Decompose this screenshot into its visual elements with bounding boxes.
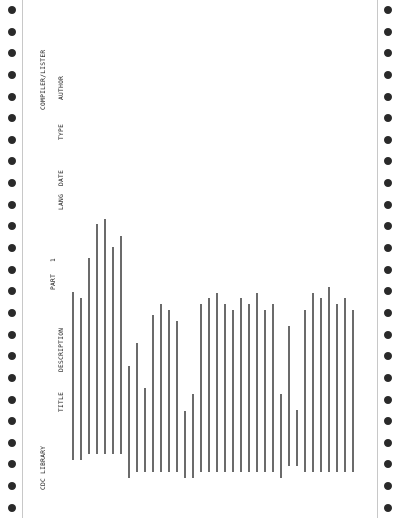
punch-hole-icon [384, 201, 392, 209]
perforation-line [377, 0, 378, 518]
listing-line-stroke [272, 304, 274, 472]
listing-line-stroke [144, 388, 146, 472]
listing-line [160, 30, 162, 490]
punch-hole-icon [8, 114, 16, 122]
listing-line [264, 30, 266, 490]
punch-hole-icon [8, 287, 16, 295]
listing-line-stroke [320, 298, 322, 472]
listing-line [304, 30, 306, 490]
listing-line-stroke [264, 310, 266, 472]
punch-hole-icon [8, 179, 16, 187]
listing-line [336, 30, 338, 490]
punch-hole-icon [8, 28, 16, 36]
punch-hole-icon [384, 439, 392, 447]
punch-hole-icon [8, 6, 16, 14]
listing-line-stroke [344, 298, 346, 472]
listing-line [200, 30, 202, 490]
col-author: AUTHOR [58, 75, 65, 100]
listing-line-stroke [80, 298, 82, 460]
punch-hole-icon [8, 49, 16, 57]
punch-hole-icon [8, 71, 16, 79]
listing-line [120, 30, 122, 490]
listing-line-stroke [304, 310, 306, 472]
punch-hole-icon [384, 114, 392, 122]
punch-hole-icon [8, 482, 16, 490]
punch-hole-icon [8, 396, 16, 404]
listing-line [256, 30, 258, 490]
punch-hole-icon [384, 374, 392, 382]
punch-hole-icon [384, 222, 392, 230]
listing-line [280, 30, 282, 490]
listing-line [288, 30, 290, 490]
listing-line [176, 30, 178, 490]
listing-line [216, 30, 218, 490]
listing-line [232, 30, 234, 490]
punch-hole-icon [384, 331, 392, 339]
listing-line-stroke [128, 366, 130, 478]
punch-hole-icon [384, 504, 392, 512]
listing-line-stroke [248, 304, 250, 472]
punch-hole-icon [384, 417, 392, 425]
listing-line [320, 30, 322, 490]
col-lang: LANG [58, 193, 65, 210]
punch-hole-icon [384, 157, 392, 165]
punch-hole-icon [8, 244, 16, 252]
listing-line [144, 30, 146, 490]
punch-hole-icon [8, 417, 16, 425]
listing-line-stroke [216, 293, 218, 472]
listing-line-stroke [152, 315, 154, 472]
listing-line-stroke [288, 326, 290, 466]
punch-hole-icon [8, 439, 16, 447]
col-description: DESCRIPTION [58, 327, 65, 372]
listing-line [344, 30, 346, 490]
listing-line-stroke [312, 293, 314, 472]
listing-line [248, 30, 250, 490]
listing-line [80, 30, 82, 490]
listing-line-stroke [208, 298, 210, 472]
listing-line [224, 30, 226, 490]
listing-line [96, 30, 98, 490]
listing-line [104, 30, 106, 490]
punch-hole-icon [384, 482, 392, 490]
punch-hole-icon [8, 266, 16, 274]
listing-line-stroke [240, 298, 242, 472]
punch-hole-icon [384, 71, 392, 79]
punch-hole-icon [384, 179, 392, 187]
listing-line [168, 30, 170, 490]
punch-hole-icon [8, 504, 16, 512]
listing-line-stroke [168, 310, 170, 472]
right-tag: COMPILER/LISTER [40, 49, 47, 110]
listing-line-stroke [256, 293, 258, 472]
listing-line-stroke [104, 219, 106, 454]
punch-hole-icon [8, 93, 16, 101]
punch-hole-icon [8, 157, 16, 165]
listing-line-stroke [232, 310, 234, 472]
punch-hole-icon [384, 244, 392, 252]
punch-hole-icon [384, 49, 392, 57]
punch-hole-icon [8, 352, 16, 360]
listing-line [240, 30, 242, 490]
punch-hole-icon [384, 396, 392, 404]
part-label: PART [50, 273, 57, 290]
listing-line-stroke [224, 304, 226, 472]
listing-line [184, 30, 186, 490]
listing-line [128, 30, 130, 490]
listing-line [208, 30, 210, 490]
listing-line [112, 30, 114, 490]
punch-hole-icon [8, 374, 16, 382]
listing-line-stroke [296, 410, 298, 466]
punch-hole-icon [384, 6, 392, 14]
listing-line [312, 30, 314, 490]
listing-line [136, 30, 138, 490]
listing-line [72, 30, 74, 490]
listing-line [192, 30, 194, 490]
left-tag: CDC LIBRARY [40, 445, 47, 490]
listing-line-stroke [160, 304, 162, 472]
col-title: TITLE [58, 391, 65, 412]
listing-line-stroke [136, 343, 138, 472]
punch-hole-icon [384, 352, 392, 360]
punch-hole-icon [384, 28, 392, 36]
col-date: DATE [58, 169, 65, 186]
punch-hole-icon [8, 201, 16, 209]
punch-hole-icon [384, 287, 392, 295]
listing-line-stroke [112, 247, 114, 454]
punch-hole-icon [384, 266, 392, 274]
tractor-holes-left [4, 6, 20, 512]
listing-line [88, 30, 90, 490]
listing-line-stroke [336, 304, 338, 472]
tractor-holes-right [380, 6, 396, 512]
listing-line-stroke [280, 394, 282, 478]
col-type: TYPE [58, 123, 65, 140]
punch-hole-icon [384, 309, 392, 317]
rotated-listing [40, 30, 370, 490]
listing-line [272, 30, 274, 490]
listing-line-stroke [96, 224, 98, 454]
listing-line-stroke [120, 236, 122, 454]
listing-line-stroke [72, 292, 74, 460]
punch-hole-icon [384, 93, 392, 101]
listing-line [296, 30, 298, 490]
punch-hole-icon [8, 136, 16, 144]
punch-hole-icon [8, 460, 16, 468]
listing-line-stroke [200, 304, 202, 472]
punch-hole-icon [8, 309, 16, 317]
listing-line-stroke [352, 310, 354, 472]
listing-line [328, 30, 330, 490]
punch-hole-icon [384, 136, 392, 144]
listing-line-stroke [176, 321, 178, 472]
part-number: 1 [50, 257, 57, 262]
listing-line-stroke [328, 287, 330, 472]
perforation-line [22, 0, 23, 518]
listing-line-stroke [184, 411, 186, 478]
punch-hole-icon [8, 222, 16, 230]
listing-line [352, 30, 354, 490]
listing-line-stroke [88, 258, 90, 454]
punch-hole-icon [384, 460, 392, 468]
listing-line [152, 30, 154, 490]
punch-hole-icon [8, 331, 16, 339]
listing-line-stroke [192, 394, 194, 478]
